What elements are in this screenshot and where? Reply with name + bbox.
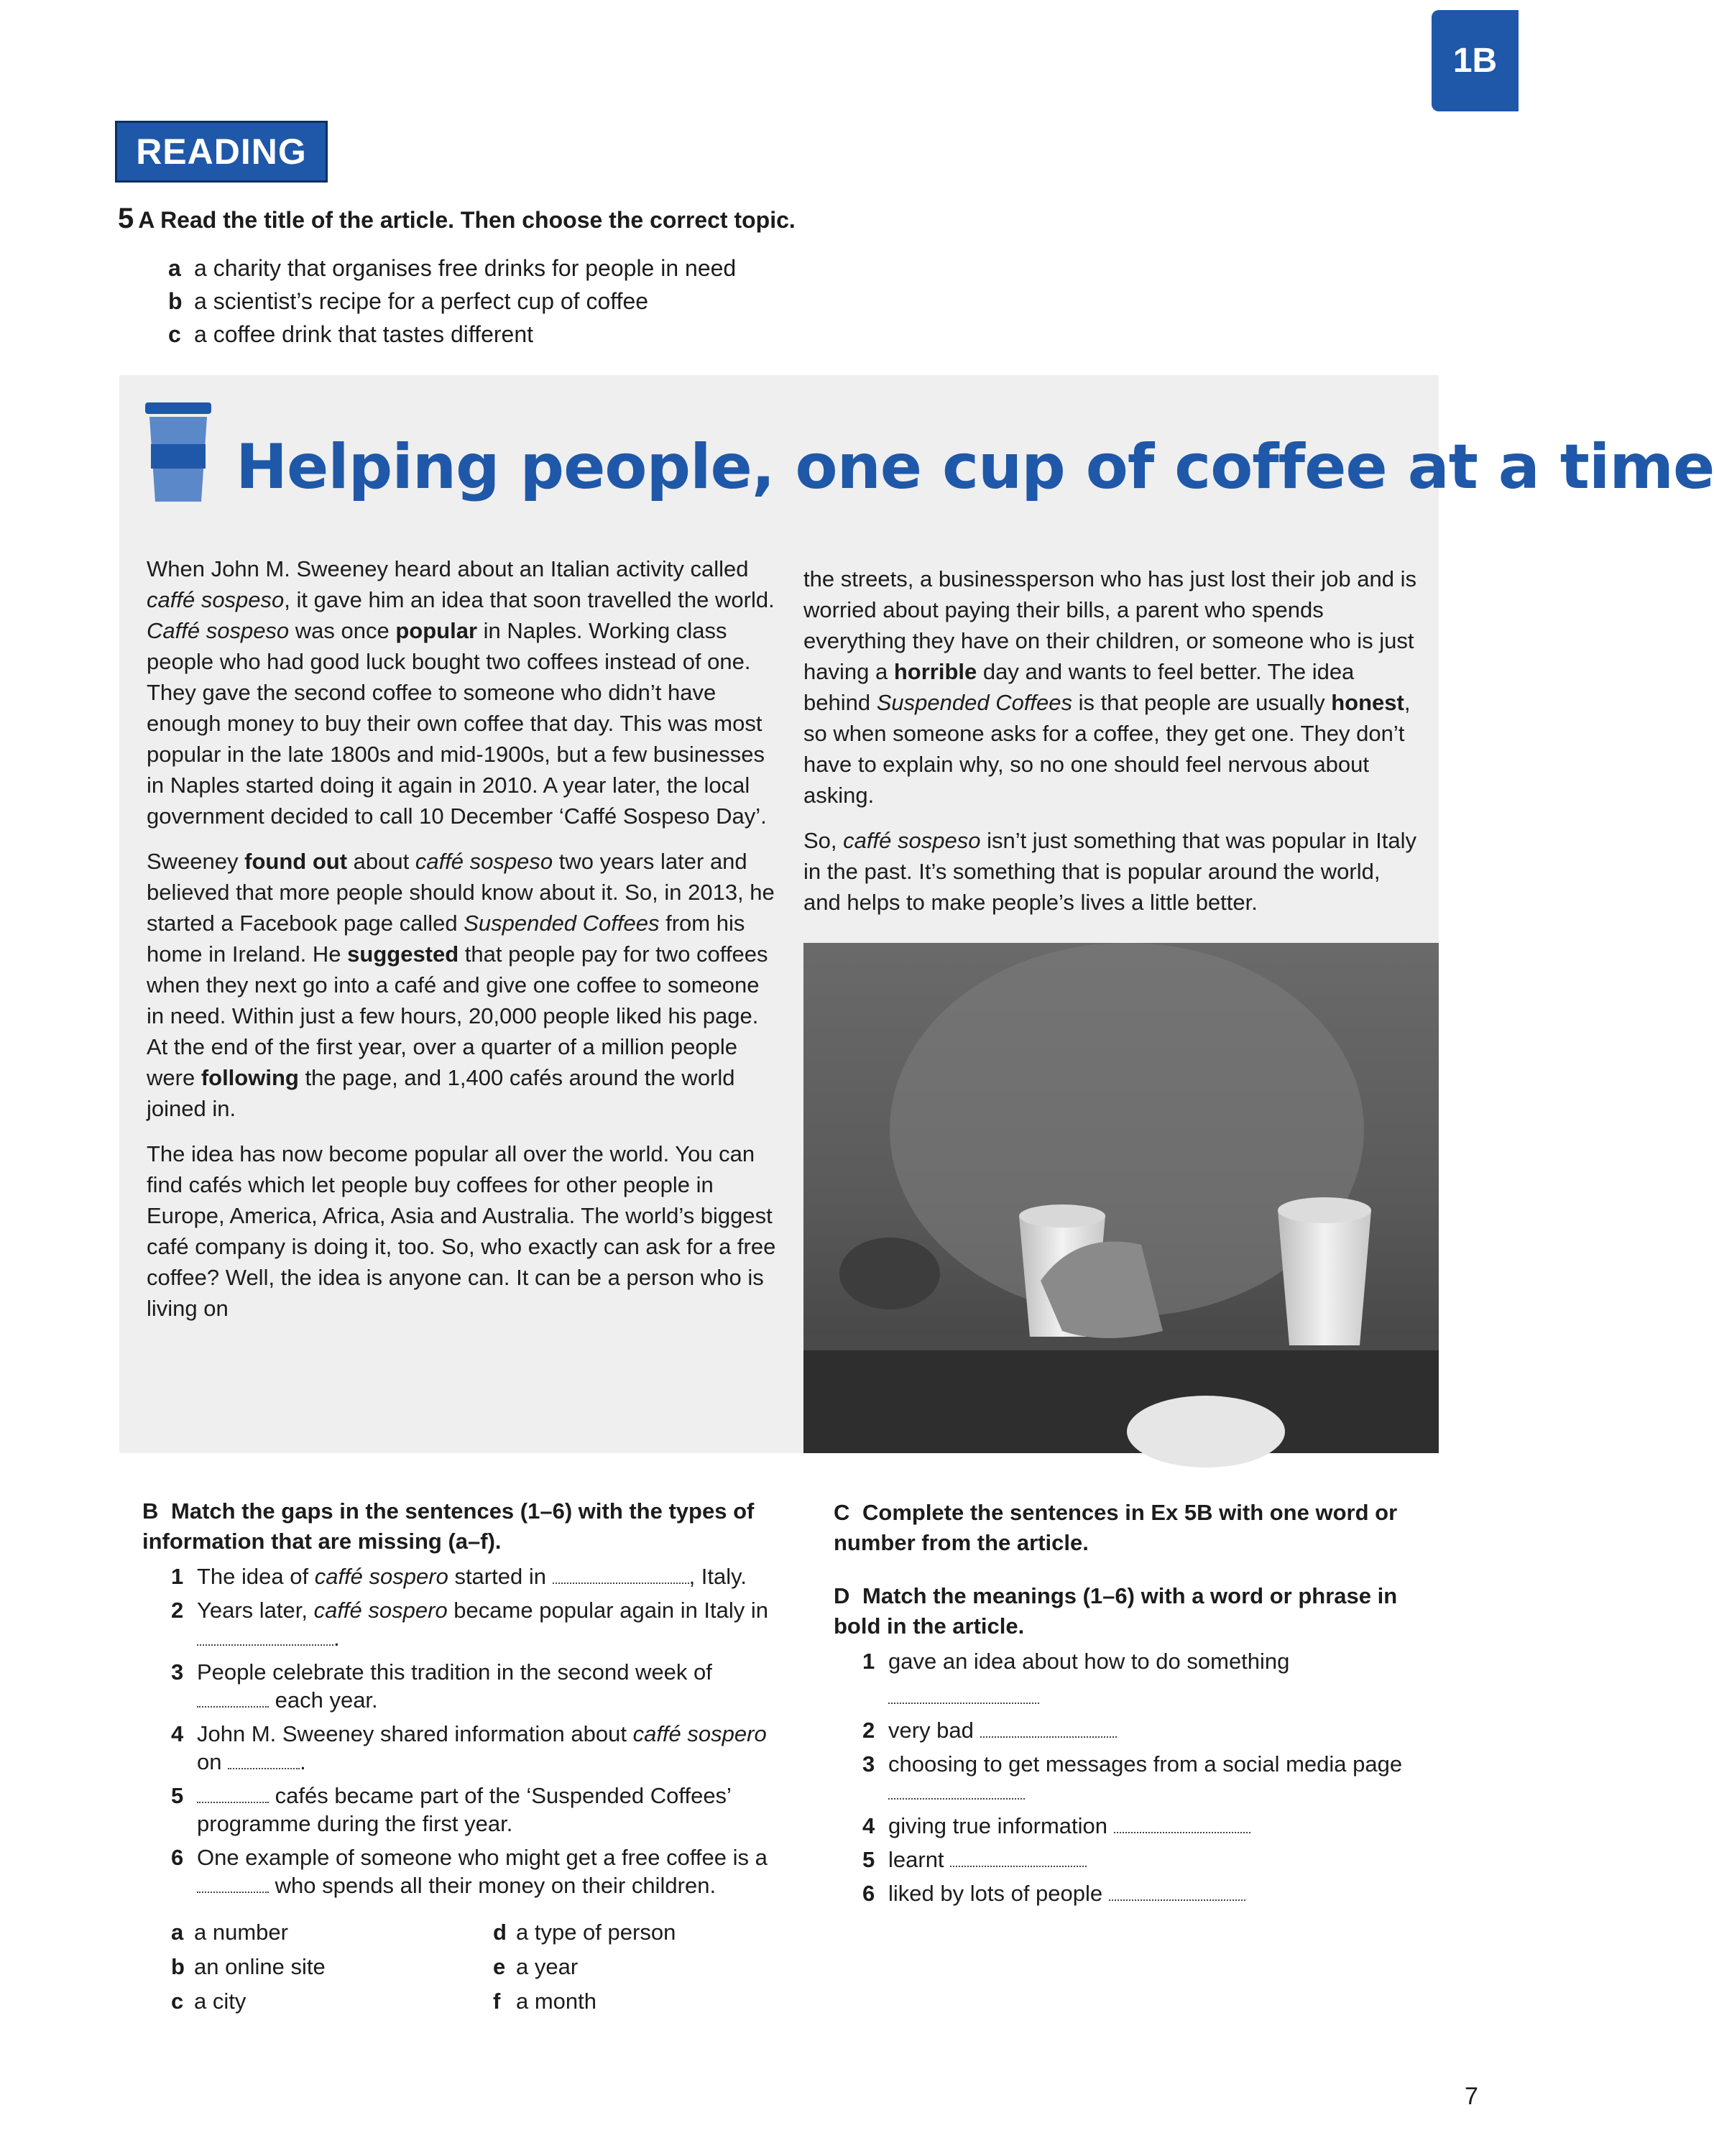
exercise-5a-heading: [118, 203, 796, 235]
sentence-item: 1 The idea of caffé sospero started in , Italy.: [171, 1564, 747, 1589]
meaning-item: 5 learnt: [862, 1846, 1423, 1874]
answer-gap[interactable]: [888, 1685, 1039, 1704]
article-paragraph: the streets, a businessperson who has just lost their job and is worried about paying their bills, a parent who spends everything they have on their children, or someone who is just having a horrible day and wants to feel better. The idea behind Suspended Coffees is that people are usually honest, so when someone asks for a coffee, they get one. They don’t have to explain why, so no one should feel nervous about asking.: [803, 566, 1416, 808]
option-letter: a: [168, 255, 181, 281]
article-title: Helping people, one cup of coffee at a time: [236, 431, 1714, 503]
option-item: c a city: [171, 1989, 246, 2014]
sentence-item: 4 John M. Sweeney shared information about caffé sospero on .: [171, 1721, 767, 1774]
option-text: a coffee drink that tastes different: [194, 321, 533, 347]
exercise-5b: [142, 1496, 775, 2023]
exercise-5d-instruction: D Match the meanings (1–6) with a word or phrase in bold in the article.: [834, 1583, 1398, 1639]
meaning-item: 4 giving true information: [862, 1812, 1423, 1840]
exercise-letter: A: [138, 207, 155, 233]
sentence-item: 5 cafés became part of the ‘Suspended Coffees’ programme during the first year.: [171, 1783, 731, 1836]
answer-gap[interactable]: [980, 1719, 1117, 1738]
answer-gap[interactable]: [197, 1689, 269, 1708]
meaning-item: 6 liked by lots of people: [862, 1879, 1423, 1907]
article-column-right: [803, 563, 1422, 932]
option-letter: b: [168, 288, 183, 314]
option-letter: c: [168, 321, 181, 347]
option-item: e a year: [493, 1954, 579, 1979]
answer-gap[interactable]: [197, 1627, 333, 1646]
option-item: a a number: [171, 1920, 288, 1945]
answer-gap[interactable]: [228, 1751, 300, 1769]
option-a: [168, 252, 736, 285]
exercise-5b-instruction: B Match the gaps in the sentences (1–6) with the types of information that are missing (a–f).: [142, 1498, 755, 1554]
coffee-cup-icon: [141, 402, 216, 503]
sentence-item: 6 One example of someone who might get a free coffee is a who spends all their money on their children.: [171, 1845, 768, 1898]
unit-tab: 1B: [1432, 10, 1519, 111]
sentence-item: 3 People celebrate this tradition in the second week of each year.: [171, 1659, 712, 1713]
exercise-5a-instruction: Read the title of the article. Then choose the correct topic.: [160, 207, 796, 233]
answer-gap[interactable]: [553, 1565, 689, 1584]
article-paragraph: Sweeney found out about caffé sospeso two years later and believed that more people should know about it. So, in 2013, he started a Facebook page called Suspended Coffees from his home in Ireland. He suggested that people pay for two coffees when they next go into a café and give one coffee to someone in need. Within just a few hours, 20,000 people liked his page. At the end of the first year, over a quarter of a million people were following the page, and 1,400 cafés around the world joined in.: [147, 849, 775, 1121]
page-number: 7: [1465, 2083, 1478, 2110]
coffee-cups-photo: [803, 943, 1439, 1453]
exercise-5d: [834, 1581, 1423, 1913]
exercise-5c: [834, 1498, 1423, 1558]
option-b: [168, 285, 736, 318]
meaning-item: 1 gave an idea about how to do something: [862, 1647, 1423, 1710]
article-paragraph: So, caffé sospeso isn’t just something that was popular in Italy in the past. It’s something that is popular around the world, and helps to make people’s lives a little better.: [803, 828, 1416, 915]
exercise-number: 5: [118, 203, 134, 234]
exercise-5b-options: [171, 1915, 775, 2023]
exercise-5a-options: [168, 252, 736, 351]
section-label: READING: [115, 121, 328, 183]
option-item: d a type of person: [493, 1920, 676, 1945]
option-item: f a month: [493, 1989, 597, 2014]
exercise-5b-sentences: [171, 1562, 775, 1899]
exercise-5c-instruction: C Complete the sentences in Ex 5B with one word or number from the article.: [834, 1500, 1398, 1555]
exercise-5d-items: [862, 1647, 1423, 1907]
meaning-item: 3 choosing to get messages from a social media page: [862, 1750, 1423, 1806]
answer-gap[interactable]: [888, 1781, 1025, 1800]
article-column-left: [147, 553, 779, 1338]
article-paragraph: When John M. Sweeney heard about an Italian activity called caffé sospeso, it gave him an idea that soon travelled the world. Caffé sospeso was once popular in Naples. Working class people who had good luck bought two coffees instead of one. They gave the second coffee to someone who didn’t have enough money to buy their own coffee that day. This was most popular in the late 1800s and mid-1900s, but a few businesses in Naples started doing it again in 2010. A year later, the local government decided to call 10 December ‘Caffé Sospeso Day’.: [147, 556, 775, 829]
option-c: [168, 318, 736, 351]
article-paragraph: The idea has now become popular all over the world. You can find cafés which let people buy coffees for other people in Europe, America, Africa, Asia and Australia. The world’s biggest café company is doing it, too. So, who exactly can ask for a free coffee? Well, the idea is anyone can. It can be a person who is living on: [147, 1141, 776, 1321]
answer-gap[interactable]: [1109, 1882, 1245, 1901]
meaning-item: 2 very bad: [862, 1716, 1423, 1744]
answer-gap[interactable]: [197, 1874, 269, 1893]
option-text: a scientist’s recipe for a perfect cup of coffee: [194, 288, 649, 314]
sentence-item: 2 Years later, caffé sospero became popular again in Italy in .: [171, 1598, 769, 1651]
answer-gap[interactable]: [950, 1848, 1087, 1867]
option-item: b an online site: [171, 1954, 326, 1979]
answer-gap[interactable]: [1114, 1815, 1250, 1833]
option-text: a charity that organises free drinks for people in need: [194, 255, 737, 281]
answer-gap[interactable]: [197, 1784, 269, 1803]
